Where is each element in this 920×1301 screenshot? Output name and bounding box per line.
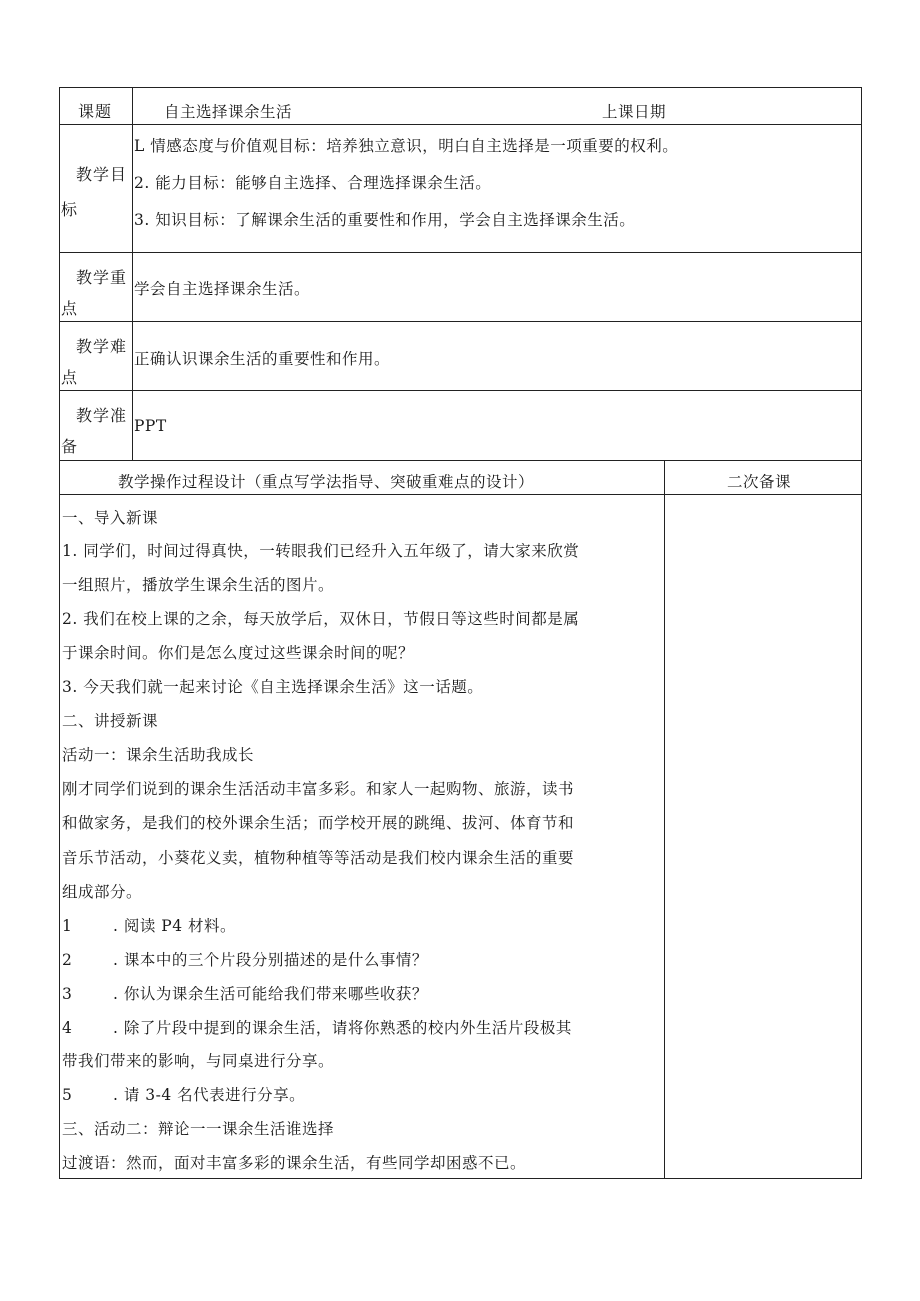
- numbered-item-number: 2: [62, 951, 73, 969]
- difficulty-label-line1: 教学难: [76, 337, 128, 356]
- process-line: 组成部分。: [62, 883, 143, 901]
- objective-item: L 情感态度与价值观目标：培养独立意识，明白自主选择是一项重要的权利。: [134, 137, 679, 155]
- key-point-label-line2: 点: [61, 299, 79, 318]
- process-line: 一组照片，播放学生课余生活的图片。: [62, 576, 335, 594]
- process-line: 1. 同学们，时间过得真快，一转眼我们已经升入五年级了，请大家来欣赏: [62, 542, 580, 560]
- process-line: 和做家务，是我们的校外课余生活；而学校开展的跳绳、拔河、体育节和: [62, 814, 575, 832]
- objective-item: 3. 知识目标：了解课余生活的重要性和作用，学会自主选择课余生活。: [134, 211, 636, 229]
- rule-under-difficulty: [59, 390, 862, 391]
- difficulty-value: 正确认识课余生活的重要性和作用。: [134, 350, 391, 368]
- key-point-label-line1: 教学重: [76, 268, 128, 287]
- date-label: 上课日期: [602, 103, 667, 121]
- process-line: 过渡语：然而，面对丰富多彩的课余生活，有些同学却困惑不已。: [62, 1154, 527, 1172]
- rule-under-key-point: [59, 321, 862, 322]
- rule-under-topic: [59, 124, 862, 125]
- process-line: 活动一：课余生活助我成长: [62, 746, 255, 764]
- label-column-rule: [132, 87, 133, 460]
- preparation-label-line1: 教学准: [76, 406, 128, 425]
- lesson-plan-table: [59, 87, 862, 1179]
- numbered-item-text: . 阅读 P4 材料。: [113, 917, 236, 935]
- rule-under-objectives: [59, 252, 862, 253]
- process-line: 二、讲授新课: [62, 712, 159, 730]
- numbered-item-number: 3: [62, 985, 73, 1003]
- numbered-item-text: . 请 3-4 名代表进行分享。: [113, 1086, 306, 1104]
- process-header-main: 教学操作过程设计（重点写学法指导、突破重难点的设计）: [118, 473, 535, 491]
- numbered-item-text: . 除了片段中提到的课余生活，请将你熟悉的校内外生活片段极其: [113, 1019, 572, 1037]
- preparation-label-line2: 备: [61, 437, 79, 456]
- objectives-label-line1: 教学目: [76, 165, 128, 184]
- process-line: 一、导入新课: [62, 509, 159, 527]
- numbered-item-number: 4: [62, 1019, 73, 1037]
- rule-under-process-header: [59, 494, 862, 495]
- difficulty-label-line2: 点: [61, 368, 79, 387]
- numbered-item-number: 1: [62, 917, 73, 935]
- numbered-item-number: 5: [62, 1086, 73, 1104]
- side-column-rule: [664, 460, 665, 1179]
- process-line: 3. 今天我们就一起来讨论《自主选择课余生活》这一话题。: [62, 678, 484, 696]
- objectives-label-line2: 标: [61, 200, 79, 219]
- key-point-value: 学会自主选择课余生活。: [134, 280, 311, 298]
- rule-under-preparation: [59, 460, 862, 461]
- topic-label: 课题: [78, 102, 113, 121]
- process-line: 刚才同学们说到的课余生活活动丰富多彩。和家人一起购物、旅游，读书: [62, 780, 575, 798]
- process-line: 三、活动二：辩论一一课余生活谁选择: [62, 1120, 335, 1138]
- numbered-item-text: . 你认为课余生活可能给我们带来哪些收获？: [113, 985, 428, 1003]
- topic-value: 自主选择课余生活: [164, 103, 293, 121]
- process-line: 于课余时间。你们是怎么度过这些课余时间的呢？: [62, 644, 415, 662]
- preparation-value: PPT: [134, 417, 167, 435]
- process-line: 带我们带来的影响，与同桌进行分享。: [62, 1052, 335, 1070]
- numbered-item-text: . 课本中的三个片段分别描述的是什么事情？: [113, 951, 428, 969]
- process-line: 2. 我们在校上课的之余，每天放学后，双休日，节假日等这些时间都是属: [62, 610, 580, 628]
- process-header-side: 二次备课: [727, 473, 792, 491]
- objective-item: 2. 能力目标：能够自主选择、合理选择课余生活。: [134, 174, 492, 192]
- process-line: 音乐节活动，小葵花义卖，植物种植等等活动是我们校内课余生活的重要: [62, 849, 575, 867]
